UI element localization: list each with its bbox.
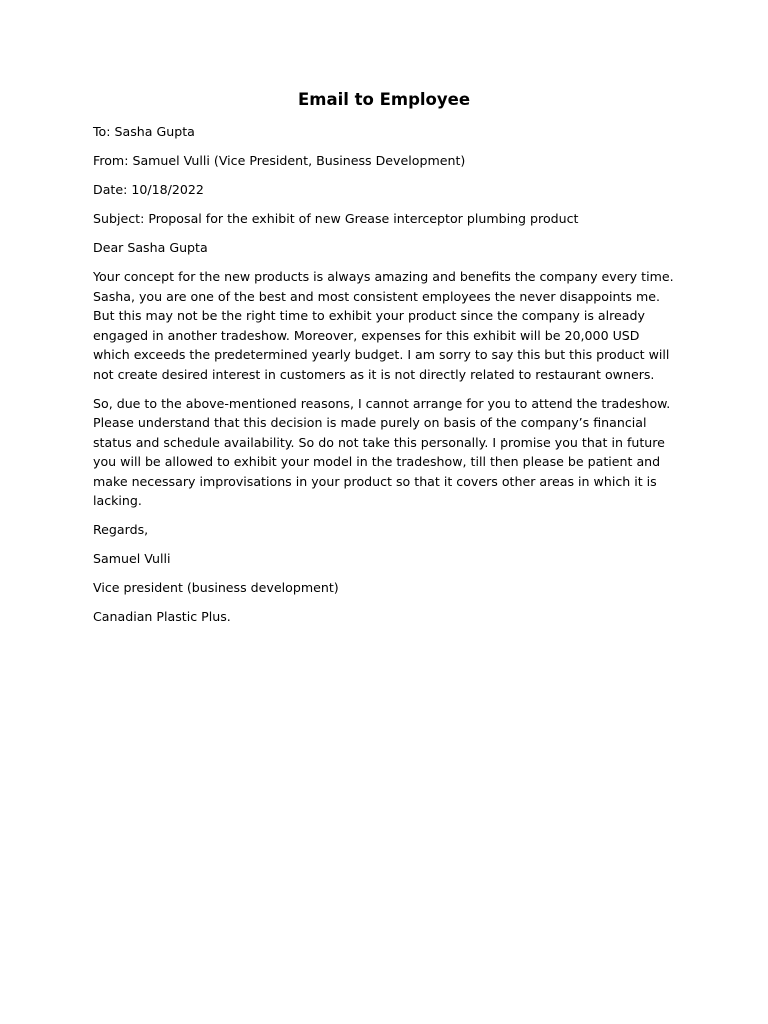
paragraph-line: But this may not be the right time to exhibit your product since the company is already [93,308,645,323]
signature-name: Samuel Vulli [93,551,171,566]
paragraph-line: lacking. [93,493,142,508]
email-letter [93,90,683,636]
closing: Regards, [93,522,149,537]
salutation: Dear Sasha Gupta [93,240,208,255]
body-paragraph-1 [93,267,683,384]
date-line: Date: 10/18/2022 [93,182,204,197]
to-line: To: Sasha Gupta [93,124,195,139]
paragraph-line: you will be allowed to exhibit your model in the tradeshow, till then please be patient and [93,454,661,469]
from-line: From: Samuel Vulli (Vice President, Business Development) [93,153,466,168]
paragraph-line: engaged in another tradeshow. Moreover, expenses for this exhibit will be 20,000 USD [93,327,640,343]
paragraph-line: which exceeds the predetermined yearly budget. I am sorry to say this but this product will [93,347,670,362]
document-title: Email to Employee [297,90,471,109]
paragraph-line: Your concept for the new products is always amazing and benefits the company every time. [93,269,674,284]
signature-company: Canadian Plastic Plus. [93,609,231,624]
paragraph-line: not create desired interest in customers as it is not directly related to restaurant owners. [93,366,655,382]
paragraph-line: Sasha, you are one of the best and most consistent employees the never disappoints me. [93,288,660,304]
signature-title: Vice president (business development) [93,580,339,595]
paragraph-line: make necessary improvisations in your product so that it covers other areas in which it is [93,473,657,489]
subject-line: Subject: Proposal for the exhibit of new Grease interceptor plumbing product [93,211,579,226]
paragraph-line: So, due to the above-mentioned reasons, I cannot arrange for you to attend the tradeshow. [93,395,671,411]
body-paragraph-2 [93,394,683,511]
paragraph-line: Please understand that this decision is made purely on basis of the company’s financial [93,415,647,430]
paragraph-line: status and schedule availability. So do not take this personally. I promise you that in future [93,434,665,450]
